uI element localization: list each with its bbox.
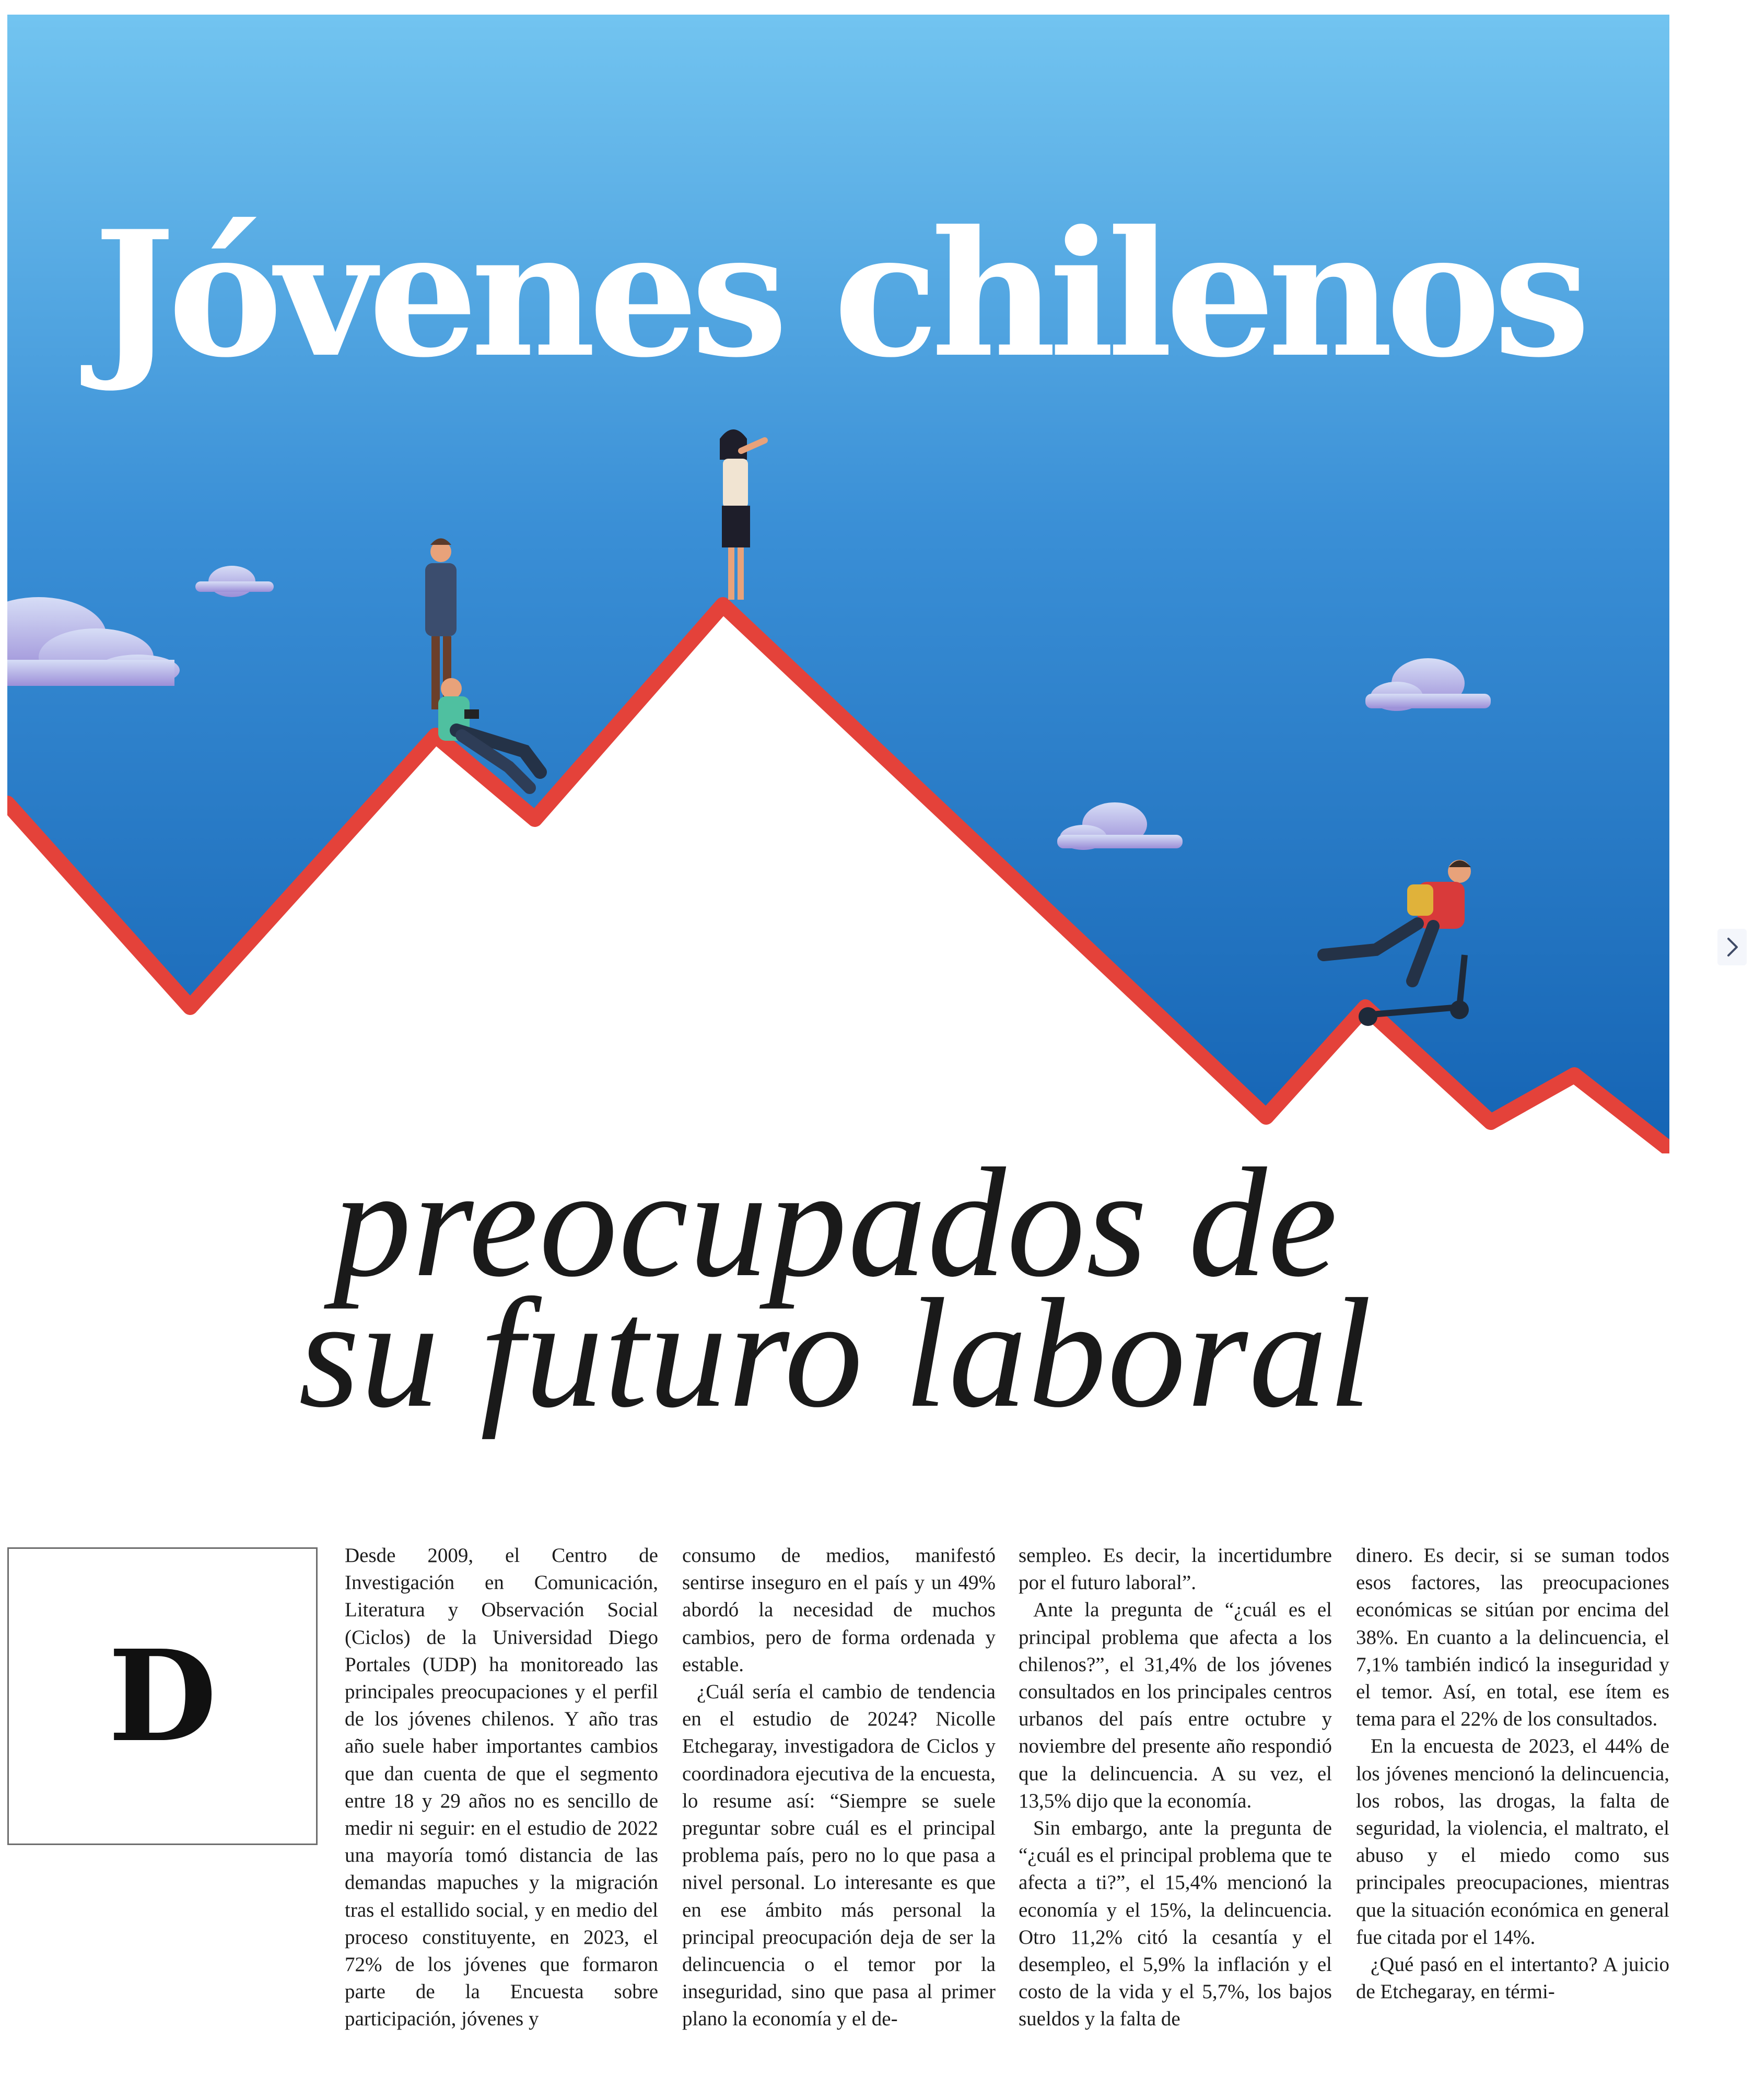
paragraph: En la encuesta de 2023, el 44% de los jóvenes mencionó la delincuencia, los robos, las drogas, la falta de seguridad, la violencia, el maltrato, el abuso y el miedo como sus principales preocupaciones, mientras que la situación económica en general fue citada por el 14%.: [1356, 1735, 1669, 1949]
paragraph: Ante la pregunta de “¿cuál es el principal problema que afecta a los chilenos?”, el 31,4% de los jóvenes consultados en los principales centros urbanos del país entre octubre y noviembre del presente año respondió que la delincuencia. A su vez, el 13,5% dijo que la economía.: [1019, 1599, 1332, 1812]
section-logo: [7, 1547, 318, 1845]
subheadline-line-1: preocupados de: [333, 1136, 1339, 1309]
paragraph: Desde 2009, el Centro de Investigación en Comunicación, Literatura y Observación Social (Ciclos) de la Universidad Diego Portales (UDP) ha monitoreado las principales preocupaciones y el perfil de los jóvenes chilenos. Y año tras año suele haber importantes cambios que dan cuenta de que el segmento entre 18 y 29 años no es sencillo de medir ni seguir: en el estudio de 2022 una mayoría tomó distancia de las demandas mapuches y la migración tras el estallido social, y en medio del proceso constituyente, en 2023, el 72% de los jóvenes que formaron parte de la Encuesta sobre participación, jóvenes y: [345, 1544, 658, 2031]
chevron-right-icon: [1724, 936, 1740, 959]
paragraph: sempleo. Es decir, la incertidumbre por el futuro laboral”.: [1019, 1544, 1332, 1594]
paragraph: Sin embargo, ante la pregunta de “¿cuál es el principal problema que te afecta a ti?”, el 15,4% mencionó la economía y el 15%, la delincuencia. Otro 11,2% citó la cesantía y el desempleo, el 5,9% la inflación y el costo de la vida y el 5,7%, los bajos sueldos y la falta de: [1019, 1817, 1332, 2031]
paragraph: ¿Qué pasó en el intertanto? A juicio de Etchegaray, en térmi-: [1356, 1953, 1669, 2003]
article-column-4: [1356, 1542, 1669, 2096]
hero-artwork: [7, 15, 1669, 1153]
paragraph: consumo de medios, manifestó sentirse inseguro en el país y un 49% abordó la necesidad de muchos cambios, pero de forma ordenada y estable.: [682, 1544, 996, 1676]
article-column-2: [682, 1542, 996, 2096]
paragraph: ¿Cuál sería el cambio de tendencia en el estudio de 2024? Nicolle Etchegaray, investigadora de Ciclos y coordinadora ejecutiva de la encuesta, lo resume así: “Siempre se suele preguntar sobre cuál es el principal problema país, pero no lo que pasa a nivel personal. Lo interesante es que en ese ámbito más personal la principal preocupación deja de ser la delincuencia o el temor por la inseguridad, sino que pasa al primer plano la economía y el de-: [682, 1681, 996, 2031]
paragraph: dinero. Es decir, si se suman todos esos factores, las preocupaciones económicas se sitúan por encima del 38%. En cuanto a la delincuencia, el 7,1% también indicó la inseguridad y el temor. Así, en total, ese ítem es tema para el 22% de los consultados.: [1356, 1544, 1669, 1731]
article-column-3: [1019, 1542, 1332, 2096]
subheadline-line-2: su futuro laboral: [298, 1266, 1373, 1440]
headline: Jóvenes chilenos: [93, 193, 1583, 395]
hero-illustration: [7, 15, 1669, 1153]
logo-letter: D: [108, 1623, 217, 1770]
article-column-1: [345, 1542, 658, 2096]
next-page-button[interactable]: [1717, 929, 1747, 965]
